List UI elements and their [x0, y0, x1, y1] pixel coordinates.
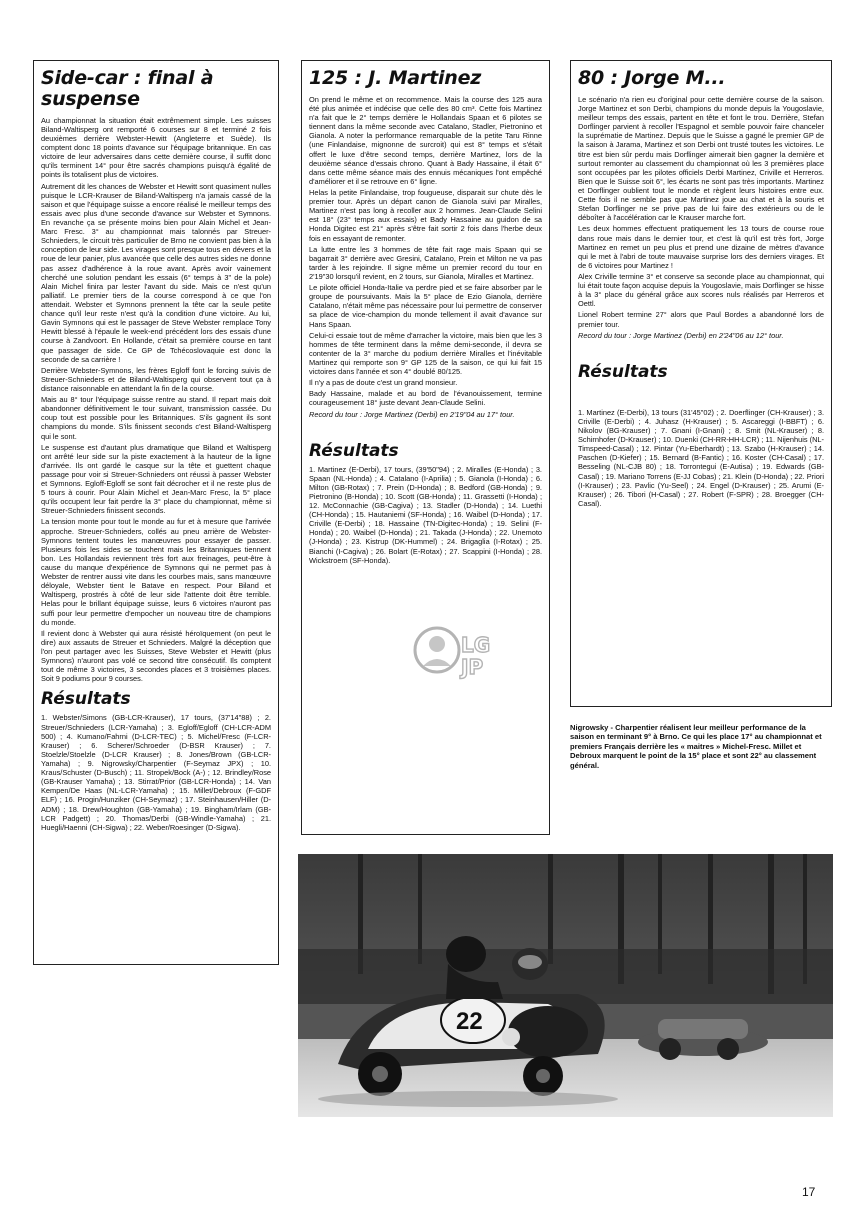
- sidecar-paragraph: Mais au 8° tour l'équipage suisse rentre au stand. Il repart mais doit abandonner définitivement le tour suivant, transmission cassée. Du coup tout est possible pour les Britanniques. S'ils gagnent ils sont champions du monde. S'ils finissent seconds c'est Biland-Waltisperg qui le sont.: [41, 395, 271, 441]
- sidecar-paragraph: Autrement dit les chances de Webster et Hewitt sont quasiment nulles puisque le LCR-Krauser de Biland-Waltisperg n'a jamais cassé de la saison et que l'équipage suisse a encore réalisé le meilleur temps des essais avec plus d'une seconde d'avance sur Webster et Symnons. En revanche ça se présente moins bien pour Alain Michel et Jean-Marc Fresc. 3° au championnat mais talonnés par Streuer-Schnieders, le circuit très particulier de Brno ne convient pas bien à la conception de leur side. Les virages sont presque tous en dévers et la roue de leur panier, plus avancée que celle des autres sides ne donne pas assez d'adhérence à la roue avant. Après avoir vainement cherché une solution pendant les essais (6° temps à 3" de la pole) Alain Michel finira par lester l'avant du side. Mais ce n'est qu'un palliatif. Le premier tiers de la course correspond à ce que l'on attendait. Webster et Symnons prennent la tête car la seule petite chance qu'il leur reste n'est qu'à la condition d'une victoire. Au lui, Gavin Symnons qui est le passager de Steve Webster remplace Tony Hewitt blessé à l'épaule le week-end précédent lors des essais d'une course à Zandvoort. En Hollande, c'était sa première course en tant que passager de side. Ce GP de Tchécoslovaquie est donc la seconde de sa carrière !: [41, 181, 271, 364]
- sidecar-paragraph: Au championnat la situation était extrêmement simple. Les suisses Biland-Waltisperg ont remporté 6 courses sur 8 et terminé 2 fois deuxièmes derrière Webster-Hewitt (Angleterre et Suède). Ils comptent donc 18 points d'avance sur l'équipage britannique. En cas victoire de leur adversaires dans cette dernière course, il suffit donc qu'ils terminent 14° pour être sacrés champions puisqu'à égalité de points ils totalisent plus de victoires.: [41, 115, 271, 180]
- 125cc-title: 125 : J. Martinez: [309, 67, 482, 89]
- sidecar-paragraph: Le suspense est d'autant plus dramatique que Biland et Waltisperg ont arrêté leur side sur la piste exactement à la hauteur de la ligne d'arrivée. Ils ont gardé le casque sur la tête et guettent chaque passage pour voir si Streuer-Schnieders ont réussi à passer Webster et Symnons. Egloff-Egloff se sont fait décrocher et il ne reste plus de 5 tours à courir. Pour Alain Michel et Jean-Marc Fresc, la 5° place qu'ils occupent leur fait perdre la 3° place du championnat, même si Streuer-Schnieders finissent seconds.: [41, 442, 271, 516]
- sidecar-paragraph: Derrière Webster-Symnons, les frères Egloff font le forcing suivis de Streuer-Schnieders et de Biland-Waltisperg qui observent tout ça à distance raisonnable en attendant la fin de la course.: [41, 365, 271, 393]
- sidecar-race-photo: [298, 854, 833, 1117]
- sidecar-title: Side-car : final à suspense: [41, 67, 214, 110]
- 125cc-results-title: Résultats: [309, 440, 399, 461]
- page-number: 17: [802, 1185, 816, 1199]
- 80cc-body: [578, 95, 824, 340]
- sidecar-results: 1. Webster/Simons (GB-LCR-Krauser), 17 tours, (37'14"88) ; 2. Streuer/Schnieders (LCR-Yamaha) ; 3. Egloff/Egloff (CH-LCR-ADM 500) ; 4. Kumano/Fahrni (D-LCR-TEC) ; 5. Michel/Fresc (F-LCR-Krauser) ; 6. Scherer/Schroeder (D-BSR Krauser) ; 7. Stoelzle/Stoelzle (D-LCR Krauser) ; 8. Jones/Brown (GB-LCR-Yamaha) ; 9. Nigrowsky/Charpentier (F-Seymaz JPX) ; 10. Kraus/Schuster (D-Busch) ; 11. Stropek/Bock (A-) ; 12. Brindley/Rose (GB-Krauser Yamaha) ; 13. Stirrat/Prior (GB-LCR-Honda) ; 14. Van Kempen/De Haas (NL-LCR-Yamaha) ; 15. Millet/Debroux (F-GDF ELF) ; 16. Progin/Hunziker (CH-Seymaz) ; 17. Steinhausen/Hiller (D-ADM) ; 18. Drew/Houghton (GB-Yamaha) ; 19. Bingham/Irlam (GB-LCR Padgett) ; 20. Thomas/Derbi (GB-Windle-Yamaha) ; 21. Huegli/Haenni (CH-Sigwa) ; 22. Weber/Roesinger (D-Sigwa).: [41, 713, 271, 832]
- 125cc-lap-record: Record du tour : Jorge Martinez (Derbi) en 2'19"04 au 17° tour.: [309, 409, 515, 419]
- 125cc-paragraph: Il n'y a pas de doute c'est un grand monsieur.: [309, 378, 458, 388]
- sidecar-body: [41, 116, 271, 684]
- 125cc-paragraph: La lutte entre les 3 hommes de tête fait rage mais Spaan qui se bagarrait 3° derrière avec Gresini, Catalano, Prein et Milton ne va pas tarder à les rejoindre. Il signe même un premier record du tour en 2'19"30 lorsqu'il revient, en 2 tours, sur Gianola, Miralles et Martinez.: [309, 244, 542, 281]
- 125cc-paragraph: On prend le même et on recommence. Mais la course des 125 aura été plus animée et indécise que celle des 80 cm³. Cette fois Martinez n'a fait que le 2° temps derrière le Hollandais Spaan et 6 pilotes se tiennent dans la même seconde avec Catalano, Stadler, Pietronino et Gianola. A noter la performance remarquable de la petite Taru Rinne (une Finlandaise, mignonne de surcroit) qui est 8° temps et s'était offert le luxe d'être second temps, derrière Martinez, lors de la deuxième séance d'essais chrono. Quant à Bady Hassaine, il était 6° dans cette même séance mais des ennuis mécaniques l'ont empêché d'améliorer et il se retrouve en 6° ligne.: [309, 94, 542, 186]
- sidecar-results-title: Résultats: [41, 689, 131, 710]
- svg-text:JP: JP: [461, 655, 484, 679]
- 125cc-results: 1. Martinez (E-Derbi), 17 tours, (39'50"94) ; 2. Miralles (E-Honda) ; 3. Spaan (NL-Honda) ; 4. Catalano (I-Aprilia) ; 5. Gianola (I-Honda) ; 6. Milton (GB-Rotax) ; 7. Prein (D-Honda) ; 8. Bedford (GB-Honda) ; 9. Pietronino (B-Honda) ; 10. Scott (GB-Honda) ; 11. Grassetti (I-Honda) ; 12. McConnachie (GB-Cagiva) ; 13. Stadler (D-Honda) ; 14. Luethi (CH-Honda) ; 15. Hautaniemi (SF-Honda) ; 16. Waibel (D-Honda) ; 17. Criville (E-Derbi) ; 18. Hassaine (TN-Digitec-Honda) ; 19. Selini (F-Honda) ; 20. Waibel (D-Honda) ; 21. Takada (J-Honda) ; 22. Unemoto (J-Honda) ; 23. Kistrup (DK-Hummel) ; 24. Brigaglia (I-Rotax) ; 25. Bianchi (I-Cagiva) ; 26. Bolart (E-Rotax) ; 27. Scappini (I-Honda) ; 28. Wickstroem (SF-Honda).: [309, 464, 542, 565]
- logo-graphic: [395, 612, 510, 698]
- 80cc-results-title: Résultats: [578, 361, 668, 382]
- 125cc-paragraph: Celui-ci essaie tout de même d'arracher la victoire, mais bien que les 3 hommes de tête terminent dans la même demi-seconde, il devra se contenter de la 3° marche du podium derrière Miralles et l'inévitable Martinez qui remporte son 9° GP 125 de la saison, ce qui lui fait 15 victoires dans l'année et son 4° doublé 80/125.: [309, 330, 542, 377]
- 80cc-results: 1. Martinez (E-Derbi), 13 tours (31'45"02) ; 2. Doerflinger (CH-Krauser) ; 3. Criville (E-Derbi) ; 4. Juhasz (H-Krauser) ; 5. Ascareggi (I-BBFT) ; 6. Nikolov (BG-Krauser) ; 7. Gnani (I-Gnani) ; 8. Smit (NL-Krauser) ; 8. Schirnhofer (D-Krauser) ; 10. Duenki (CH-RR-HH-LCR) ; 11. Nijenhuis (NL-Timspeed-Casal) ; 12. Pintar (Yu-Eberhardt) ; 13. Szabo (H-Krauser) ; 14. Paschen (D-Kiefer) ; 15. Bernard (B-Fantic) ; 16. Koster (CH-Casal) ; 17. Besseling (NL-CJB 80) ; 18. Torrontegui (E-Autisa) ; 19. Edwards (GB-Casal) ; 19. Mariano Torrens (E-JJ Cobas) ; 21. Klein (D-Honda) ; 22. Priori (I-Krauser) ; 23. Pavlic (Yu-Seel) ; 24. Engel (D-Krauser) ; 25. Arumi (E-Krauser) ; 26. Tibori (H-Casal) ; 27. Robert (F-SPR) ; 28. Broegger (CH-Casal).: [578, 407, 824, 508]
- photo-caption: Nigrowsky - Charpentier réalisent leur meilleur performance de la saison en terminant 9° à Brno. Ce qui les place 17° au championnat et premiers Français derrière les « maitres » Michel-Fresc. Millet et Debroux marquent le point de la 15° place et sont 22° au classement général.: [570, 723, 822, 770]
- 125cc-article: [301, 60, 550, 835]
- race-number: 22: [456, 1008, 483, 1035]
- 80cc-paragraph: Le scénario n'a rien eu d'original pour cette dernière course de la saison. Jorge Martinez et son Derbi, champions du monde depuis la Yougoslavie, meilleur temps des essais, partent en tête et font le trou. Derrière, Stefan Dorflinger parvient à recoller l'Espagnol et semble pouvoir faire chanceler la suprématie de Martinez. Depuis que le Suisse a gagné le premier GP de la saison à Jarama, Martinez et son Derbi ont trusté toutes les victoires. Le titre est bien sûr perdu mais Dorflinger aimerait bien gagner la dernière et surtout remonter au classement du championnat où les 3 premières place sont occupées par les pilotes officiels Derbi Martinez, Criville et Herreros. Bien que le Suisse soit 6°, les écarts ne sont pas très importants. Martinez et Dorflinger oublient tout le monde et règlent leurs histoires entre eux. Cette fois il ne semble pas que Martinez joue au chat et à la souris et Stefan Dorflinger ne se prive pas de lui faire des extérieurs ou de le déboîter à l'accélération car le Krauser marche fort.: [578, 94, 824, 223]
- 125cc-body: [309, 95, 542, 419]
- photographer-logo: [395, 612, 510, 698]
- 80cc-article: [570, 60, 832, 707]
- sidecar-paragraph: Il revient donc à Webster qui aura résisté héroïquement (on peut le dire) aux assauts de Streuer et Schnieders. Malgré la déception que l'on peut partager avec les Suisses, Steve Webster et Hewitt (plus Symnons) n'auront pas volé ce second titre consécutif. Ils comptent tout de même 3 victoires, 3 secondes places et 3 troisièmes places. Soit 9 podiums pour 9 courses.: [41, 628, 271, 684]
- svg-text:LG: LG: [461, 633, 491, 657]
- 125cc-paragraph: Le pilote officiel Honda-Italie va perdre pied et se faire absorber par le groupe de poursuivants. Mais la 5° place de Ezio Gianola, derrière Catalano, n'était même pas nécessaire pour lui permettre de conserver sa place de vice-champion du monde tellement il avait d'avance sur Hans Spaan.: [309, 283, 542, 329]
- 80cc-title: 80 : Jorge M...: [578, 67, 726, 89]
- photo-graphic: [298, 854, 833, 1117]
- 80cc-paragraph: Alex Criville termine 3° et conserve sa seconde place au championnat, qui lui était toute façon acquise depuis la Yougoslavie, mais Dorflinger se hisse à la 3° place du général grâce aux scores nuls réalisés par Herreros et Oettl.: [578, 271, 824, 309]
- sidecar-paragraph: La tension monte pour tout le monde au fur et à mesure que l'arrivée approche. Streuer-Schnieders, collés au pneu arrière de Webster-Symnons tentent toutes les manœuvres pour essayer de passer. Plusieurs fois les sides se touchent mais les Britanniques tiennent bon. Les Hollandais reviennent très fort aux freinages, peut-être à cause du manque d'expérience de Symnons qui ne permet pas à Webster de rentrer aussi vite dans les courbes mais, sans manœuvre déloyale, Webster tient le Batave en respect. Pour Biland et Waltisperg, prostrés à côté de leur side l'attente doit être terrible. Helas pour le brillant équipage suisse, leurs 6 victoires n'auront pas suffi pour leur permettre d'empocher un nouveau titre de champions du monde.: [41, 517, 271, 627]
- 80cc-paragraph: Lionel Robert termine 27° alors que Paul Bordes a abandonné lors de premier tour.: [578, 310, 824, 329]
- 125cc-paragraph: Helas la petite Finlandaise, trop fougueuse, disparait sur chute dès le premier tour. Après un départ canon de Gianola suivi par Miralles, Martinez n'est pas long à recoller aux 2 hommes. Jean-Claude Selini est 18° (23° temps aux essais) et Bady Hassaine au guidon de sa Honda Digitec est 21° après s'être fait sortir 2 fois dans l'herbe deux fois en essayant de remonter.: [309, 187, 542, 243]
- sidecar-article: [33, 60, 279, 965]
- 80cc-lap-record: Record du tour : Jorge Martinez (Derbi) en 2'24"06 au 12° tour.: [578, 330, 784, 340]
- 80cc-paragraph: Les deux hommes effectuent pratiquement les 13 tours de course roue dans roue mais dans le dernier tour, et c'est là qu'il est très fort, Jorge Martinez en remet un peu plus et prend une dizaine de mètres d'avance qui le met à l'abri de toute mauvaise surprise lors des derniers virages. Et de 6 victoires pour Martinez !: [578, 224, 824, 270]
- 125cc-paragraph: Bady Hassaine, malade et au bord de l'évanouissement, termine courageusement 18° juste devant Jean-Claude Selini.: [309, 389, 542, 408]
